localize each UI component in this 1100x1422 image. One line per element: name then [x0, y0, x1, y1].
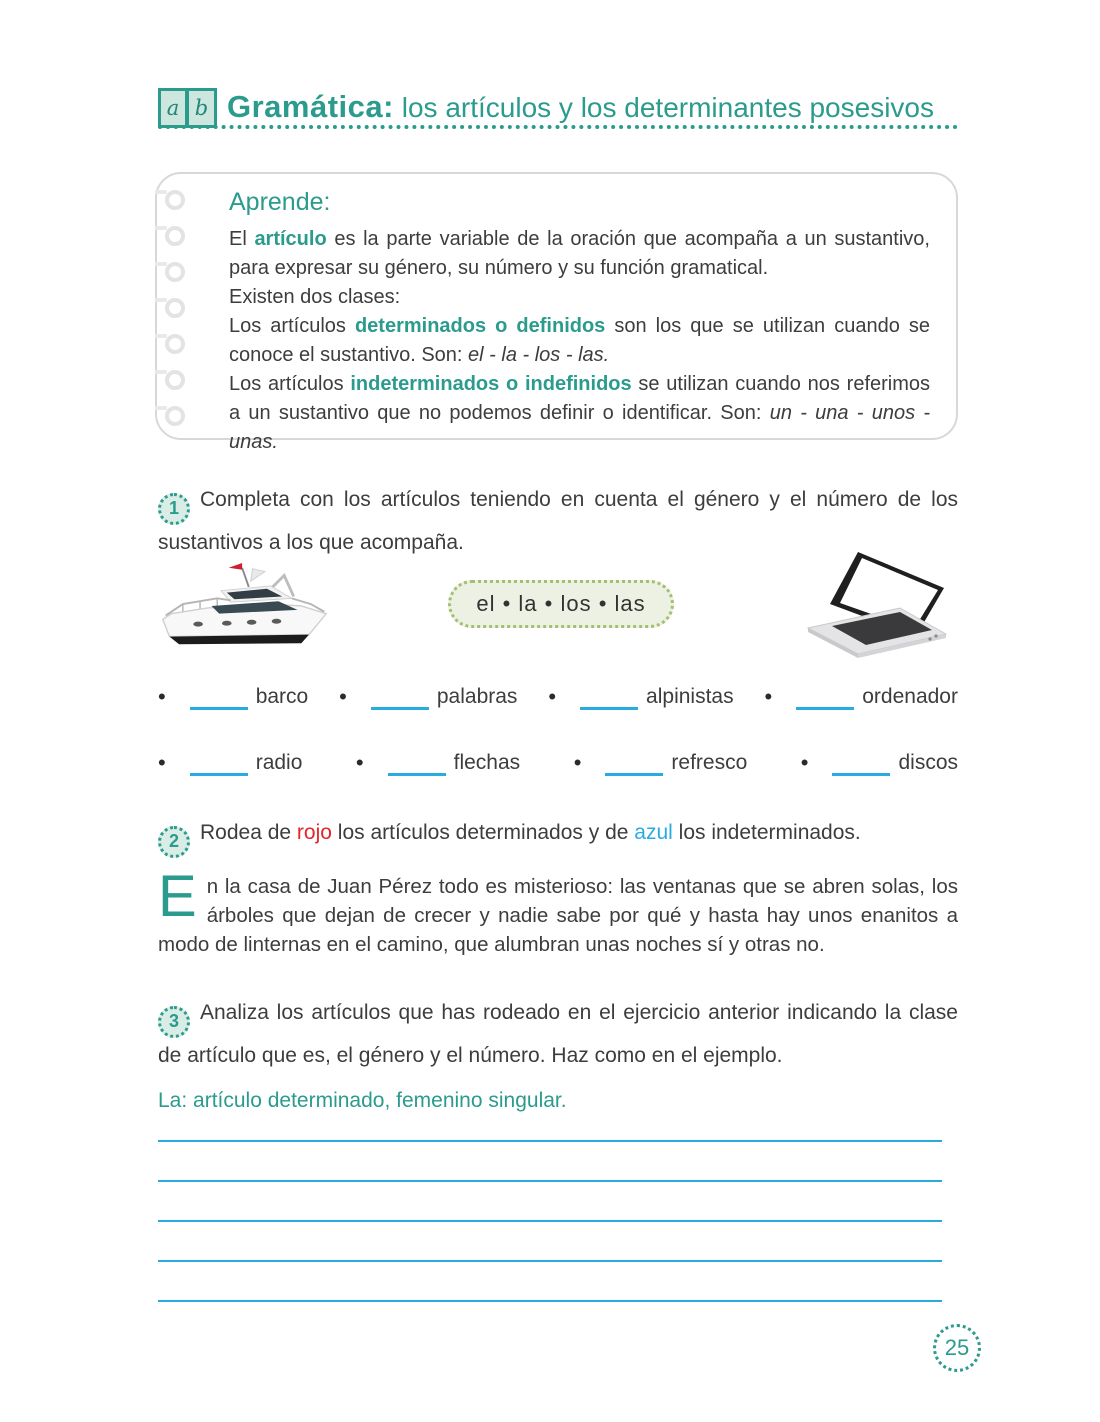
page-title-main: Gramática: [227, 89, 394, 124]
page-number: 25 [944, 1335, 970, 1360]
ab-grammar-icon [158, 88, 217, 128]
fill-word: flechas [453, 751, 521, 774]
word-azul: azul [634, 821, 673, 844]
answer-blank [371, 686, 429, 710]
spiral-ring-icon [165, 190, 185, 210]
writing-line [158, 1102, 942, 1142]
letter-b-cell: b [187, 88, 217, 128]
text-run: es la parte variable de la oración que acompaña a un sustantivo, para expresar su género, su número y su función gramatical. [229, 228, 930, 279]
bullet-icon: • [339, 684, 347, 709]
page-header [158, 88, 958, 129]
keyword-indeterminados: indeterminados o indefinidos [350, 373, 632, 395]
word-bank: el • la • los • las [448, 580, 674, 628]
text-run: Completa con los artículos teniendo en cuenta el género y el número de los sustantivos a los que acompaña. [158, 488, 958, 554]
spiral-ring-icon [165, 298, 185, 318]
text-run: los artículos determinados y de [331, 821, 635, 844]
fill-item-radio [158, 744, 302, 776]
text-run: Rodea de [200, 821, 297, 844]
text-run: se utilizan cuando nos referimos a un sustantivo que no podemos definir o identificar. Son: [229, 373, 931, 424]
fill-item-refresco [574, 744, 748, 776]
writing-line [158, 1222, 942, 1262]
word-rojo: rojo [296, 821, 332, 844]
text-run: n la casa de Juan Pérez todo es misterioso: las ventanas que se abren solas, los árboles que dejan de crecer y nadie sabe por qué y hasta hay unos enanitos a modo de linternas en el camino, que alumbran unas noches sí y otras no. [158, 875, 958, 956]
aprende-content [157, 174, 956, 457]
aprende-paragraph-2: Existen dos clases: [229, 286, 401, 308]
fill-word: ordenador [862, 685, 958, 708]
fill-word: alpinistas [646, 685, 734, 708]
page-number-badge [933, 1324, 981, 1372]
bullet-icon: • [158, 684, 166, 709]
reading-passage [158, 864, 958, 959]
fill-item-ordenador [765, 678, 958, 710]
exercise-3 [158, 995, 958, 1113]
spiral-ring-icon [165, 406, 185, 426]
exercise-2-instruction [158, 815, 958, 858]
fill-row-1 [158, 678, 958, 710]
fill-item-palabras [339, 678, 517, 710]
bullet-icon: • [158, 750, 166, 775]
boat-image [158, 558, 330, 659]
answer-blank [388, 752, 446, 776]
exercise-2 [158, 815, 958, 858]
bullet-icon: • [764, 684, 773, 709]
exercise-2-number-badge: 2 [158, 826, 190, 858]
fill-in-rows [158, 678, 958, 810]
spiral-ring-icon [165, 226, 185, 246]
writing-line [158, 1142, 942, 1182]
page-title [227, 90, 934, 122]
aprende-paragraph-3 [229, 312, 930, 370]
answer-blank [796, 686, 854, 710]
fill-word: discos [898, 751, 958, 774]
page-title-rest: los artículos y los determinantes posesivos [393, 92, 934, 123]
text-run: los indeterminados. [672, 821, 861, 844]
bullet-icon: • [355, 750, 364, 775]
spiral-ring-icon [165, 334, 185, 354]
fill-item-flechas [356, 744, 520, 776]
dropcap-letter: E [158, 864, 197, 929]
fill-row-2 [158, 744, 958, 776]
spiral-ring-icon [165, 370, 185, 390]
aprende-box [155, 172, 958, 453]
articles-indefinite-list: un - una - unos - unas. [229, 402, 930, 453]
aprende-paragraph-1 [229, 225, 930, 283]
exercise-3-instruction [158, 995, 958, 1073]
answer-blank [605, 752, 663, 776]
text-run: Los artículos [229, 373, 351, 395]
writing-lines [158, 1102, 942, 1302]
bullet-icon: • [573, 750, 582, 775]
answer-blank [580, 686, 638, 710]
bullet-icon: • [548, 684, 557, 709]
answer-blank [190, 752, 248, 776]
writing-line [158, 1262, 942, 1302]
reading-paragraph [158, 864, 958, 959]
bullet-icon: • [800, 750, 809, 775]
keyword-articulo: artículo [254, 228, 327, 250]
aprende-paragraph-4 [229, 370, 930, 457]
fill-word: barco [255, 685, 309, 708]
aprende-heading: Aprende: [229, 188, 331, 216]
letter-a-cell: a [158, 88, 188, 128]
fill-word: radio [255, 751, 303, 774]
fill-word: refresco [671, 751, 748, 774]
exercise-3-number-badge: 3 [158, 1006, 190, 1038]
exercise-3-example: La: artículo determinado, femenino singular. [158, 1088, 567, 1112]
fill-item-discos [801, 744, 958, 776]
text-run: El [229, 228, 255, 250]
fill-word: palabras [436, 685, 518, 708]
keyword-determinados: determinados o definidos [354, 315, 606, 337]
writing-line [158, 1182, 942, 1222]
answer-blank [832, 752, 890, 776]
fill-item-barco [158, 678, 308, 710]
text-run: Analiza los artículos que has rodeado en el ejercicio anterior indicando la clase de artículo que es, el género y el número. Haz como en el ejemplo. [158, 1001, 958, 1067]
exercise-1-media-row [158, 548, 958, 660]
text-run: Los artículos [229, 315, 355, 337]
laptop-image [800, 548, 950, 663]
exercise-1-number-badge: 1 [158, 493, 190, 525]
spiral-ring-icon [165, 262, 185, 282]
answer-blank [190, 686, 248, 710]
articles-definite-list: el - la - los - las. [468, 344, 610, 366]
text-run: son los que se utilizan cuando se conoce el sustantivo. Son: [229, 315, 930, 366]
fill-item-alpinistas [548, 678, 733, 710]
